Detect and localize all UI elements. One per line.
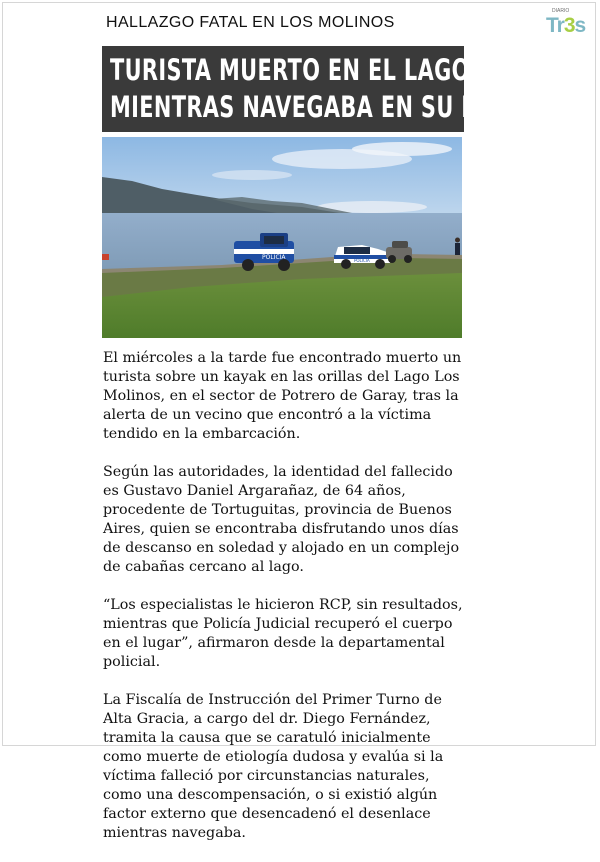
news-photo bbox=[102, 137, 462, 338]
logo-wordmark bbox=[546, 14, 585, 38]
cloud bbox=[352, 142, 452, 156]
logo-tagline: DIARIO bbox=[552, 8, 570, 14]
article-body bbox=[103, 349, 465, 862]
article-paragraph-3: “Los especialistas le hicieron RCP, sin resultados, mientras que Policía Judicial recuperó el cuerpo en el lugar”, afirmaron desde la departamental policial. bbox=[103, 597, 463, 670]
tres-logo bbox=[540, 8, 592, 42]
article-paragraph-1: El miércoles a la tarde fue encontrado muerto un turista sobre un kayak en las orillas del Lago Los Molinos, en el sector de Potrero de Garay, tras la alerta de un vecino que encontró a la víctima tendido en la embarcación. bbox=[103, 350, 462, 442]
car-label: POLICIA bbox=[354, 258, 370, 263]
cloud bbox=[212, 170, 292, 180]
logo-text-c: s bbox=[574, 14, 586, 37]
headline-line-1: TURISTA MUERTO EN EL LAGO bbox=[110, 53, 470, 87]
section-kicker: HALLAZGO FATAL EN LOS MOLINOS bbox=[106, 14, 395, 31]
red-kayak bbox=[102, 254, 109, 260]
headline-line-2: MIENTRAS NAVEGABA EN SU KAYAK bbox=[110, 90, 539, 124]
logo-text-a: Tr bbox=[546, 14, 564, 37]
article-paragraph-4: La Fiscalía de Instrucción del Primer Turno de Alta Gracia, a cargo del dr. Diego Fernández, tramita la causa que se caratuló inicialmente como muerte de etiología dudosa y evalúa si la víctima falleció por circunstancias naturales, como una descompensación, o si existió algún factor externo que desencadenó el desenlace mientras navegaba. bbox=[103, 692, 444, 841]
headline-box bbox=[102, 46, 539, 132]
logo-text-b: 3 bbox=[563, 14, 575, 37]
truck-label: POLICIA bbox=[262, 254, 286, 261]
person-figure bbox=[455, 238, 460, 256]
article-paragraph-2: Según las autoridades, la identidad del fallecido es Gustavo Daniel Argarañaz, de 64 años, procedente de Tortuguitas, provincia de Buenos Aires, quien se encontraba disfrutando unos días de descanso en soledad y alojado en un complejo de cabañas cercano al lago. bbox=[103, 464, 460, 575]
lake-scene-illustration bbox=[102, 137, 462, 338]
